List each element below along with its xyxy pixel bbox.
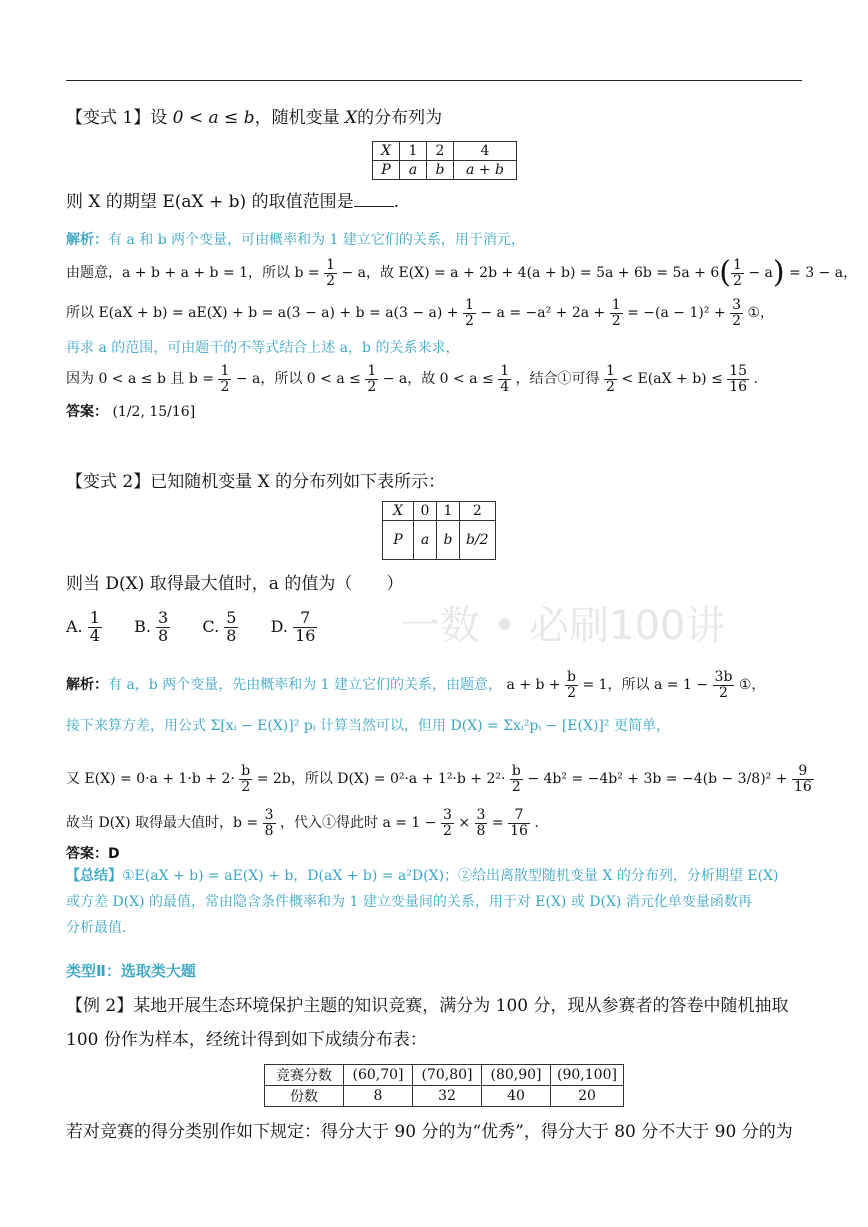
option-d: D. $\frac{7}{16}$ xyxy=(270,608,316,645)
score-distribution-table: 竞赛分数 (60,70] (70,80] (80,90] (90,100] 份数 8 32 40 20 xyxy=(264,1064,624,1107)
header-rule xyxy=(66,80,802,81)
v1-solution-line2: 由题意，a + b + a + b = 1，所以 b = $\frac{1}{2}$ − a，故 E(X) = a + 2b + 4(a + b) = 5a + 6b = 5a + 6( $\frac{1}{2}$ − a) = 3 − a， xyxy=(66,255,858,291)
v2-answer-value: D xyxy=(108,846,120,862)
v2-options xyxy=(66,610,317,645)
watermark: 一数 • 必刷100讲 xyxy=(400,603,726,649)
v1-solution-line4: 再求 a 的范围，可由题干的不等式结合上述 a，b 的关系来求， xyxy=(66,340,460,356)
v2-question: 则当 D(X) 取得最大值时，a 的值为（ ） xyxy=(66,574,404,594)
section-heading-type2: 类型Ⅱ：选取类大题 xyxy=(66,962,196,980)
option-c: C. $\frac{5}{8}$ xyxy=(202,608,237,645)
example2-line2: 100 份作为样本，经统计得到如下成绩分布表： xyxy=(66,1030,427,1050)
v2-solution-line1: 解析：有 a，b 两个变量，先由概率和为 1 建立它们的关系，由题意， a + b + $\frac{b}{2}$ = 1，所以 a = 1 − $\frac{3b}{2}$ ①， xyxy=(66,669,766,701)
v2-summary-line2: 或方差 D(X) 的最值，常由隐含条件概率和为 1 建立变量间的关系，用于对 E(X) 或 D(X) 消元化单变量函数再 xyxy=(66,894,752,910)
v1-answer: 答案： (1/2, 15/16] xyxy=(66,404,196,420)
v1-solution-line3: 所以 E(aX + b) = aE(X) + b = a(3 − a) + b = a(3 − a) + $\frac{1}{2}$ − a = −a² + 2a + $\frac{1}{2}$ = −(a − 1)² + $\frac{3}{2}$ ①， xyxy=(66,297,775,329)
v1-solution-line5: 因为 0 < a ≤ b 且 b = $\frac{1}{2}$ − a，所以 0 < a ≤ $\frac{1}{2}$ − a，故 0 < a ≤ $\frac{1}{4}$ ，结合①可得 $\frac{1}{2}$ < E(aX + b) ≤ $\frac{15}{16}$ . xyxy=(66,363,758,395)
v2-distribution-table: X 0 1 2 P a b b/2 xyxy=(382,501,496,560)
v2-solution-line3: 又 E(X) = 0·a + 1·b + 2· $\frac{b}{2}$ = 2b，所以 D(X) = 0²·a + 1²·b + 2²· $\frac{b}{2}$ − 4b² = −4b² + 3b = −4(b − 3/8)² + $\frac{9}{16}$ xyxy=(66,763,812,795)
v1-distribution-table: X 1 2 4 P a b a + b xyxy=(372,141,517,180)
v2-summary-line3: 分析最值. xyxy=(66,920,127,936)
v1-question: 则 X 的期望 E(aX + b) 的取值范围是 . xyxy=(66,192,399,212)
v2-answer: 答案：D xyxy=(66,846,120,862)
v2-summary-line1: 【总结】①E(aX + b) = aE(X) + b，D(aX + b) = a²D(X)；②给出离散型随机变量 X 的分布列，分析期望 E(X) xyxy=(66,868,779,884)
option-a: A. $\frac{1}{4}$ xyxy=(66,608,100,645)
v1-heading: 【变式 1】设 0 < a ≤ b，随机变量 X的分布列为 xyxy=(66,108,443,128)
example2-line1: 【例 2】某地开展生态环境保护主题的知识竞赛，满分为 100 分，现从参赛者的答卷中随机抽取 xyxy=(66,996,789,1016)
option-b: B. $\frac{3}{8}$ xyxy=(134,608,169,645)
v2-heading: 【变式 2】已知随机变量 X 的分布列如下表所示： xyxy=(66,472,446,492)
v1-solution-line1: 解析：有 a 和 b 两个变量，可由概率和为 1 建立它们的关系，用于消元， xyxy=(66,232,525,248)
v1-answer-value: (1/2, 15/16] xyxy=(112,404,196,420)
v2-solution-line4: 故当 D(X) 取得最大值时，b = $\frac{3}{8}$ ，代入①得此时 a = 1 − $\frac{3}{2}$ × $\frac{3}{8}$ = $\frac{7}{16}$ . xyxy=(66,807,539,839)
example2-line3: 若对竞赛的得分类别作如下规定：得分大于 90 分的为“优秀”，得分大于 80 分不大于 90 分的为 xyxy=(66,1122,793,1142)
v2-solution-line2: 接下来算方差，用公式 Σ[xᵢ − E(X)]² pᵢ 计算当然可以，但用 D(X) = Σxᵢ²pᵢ − [E(X)]² 更简单， xyxy=(66,718,670,734)
